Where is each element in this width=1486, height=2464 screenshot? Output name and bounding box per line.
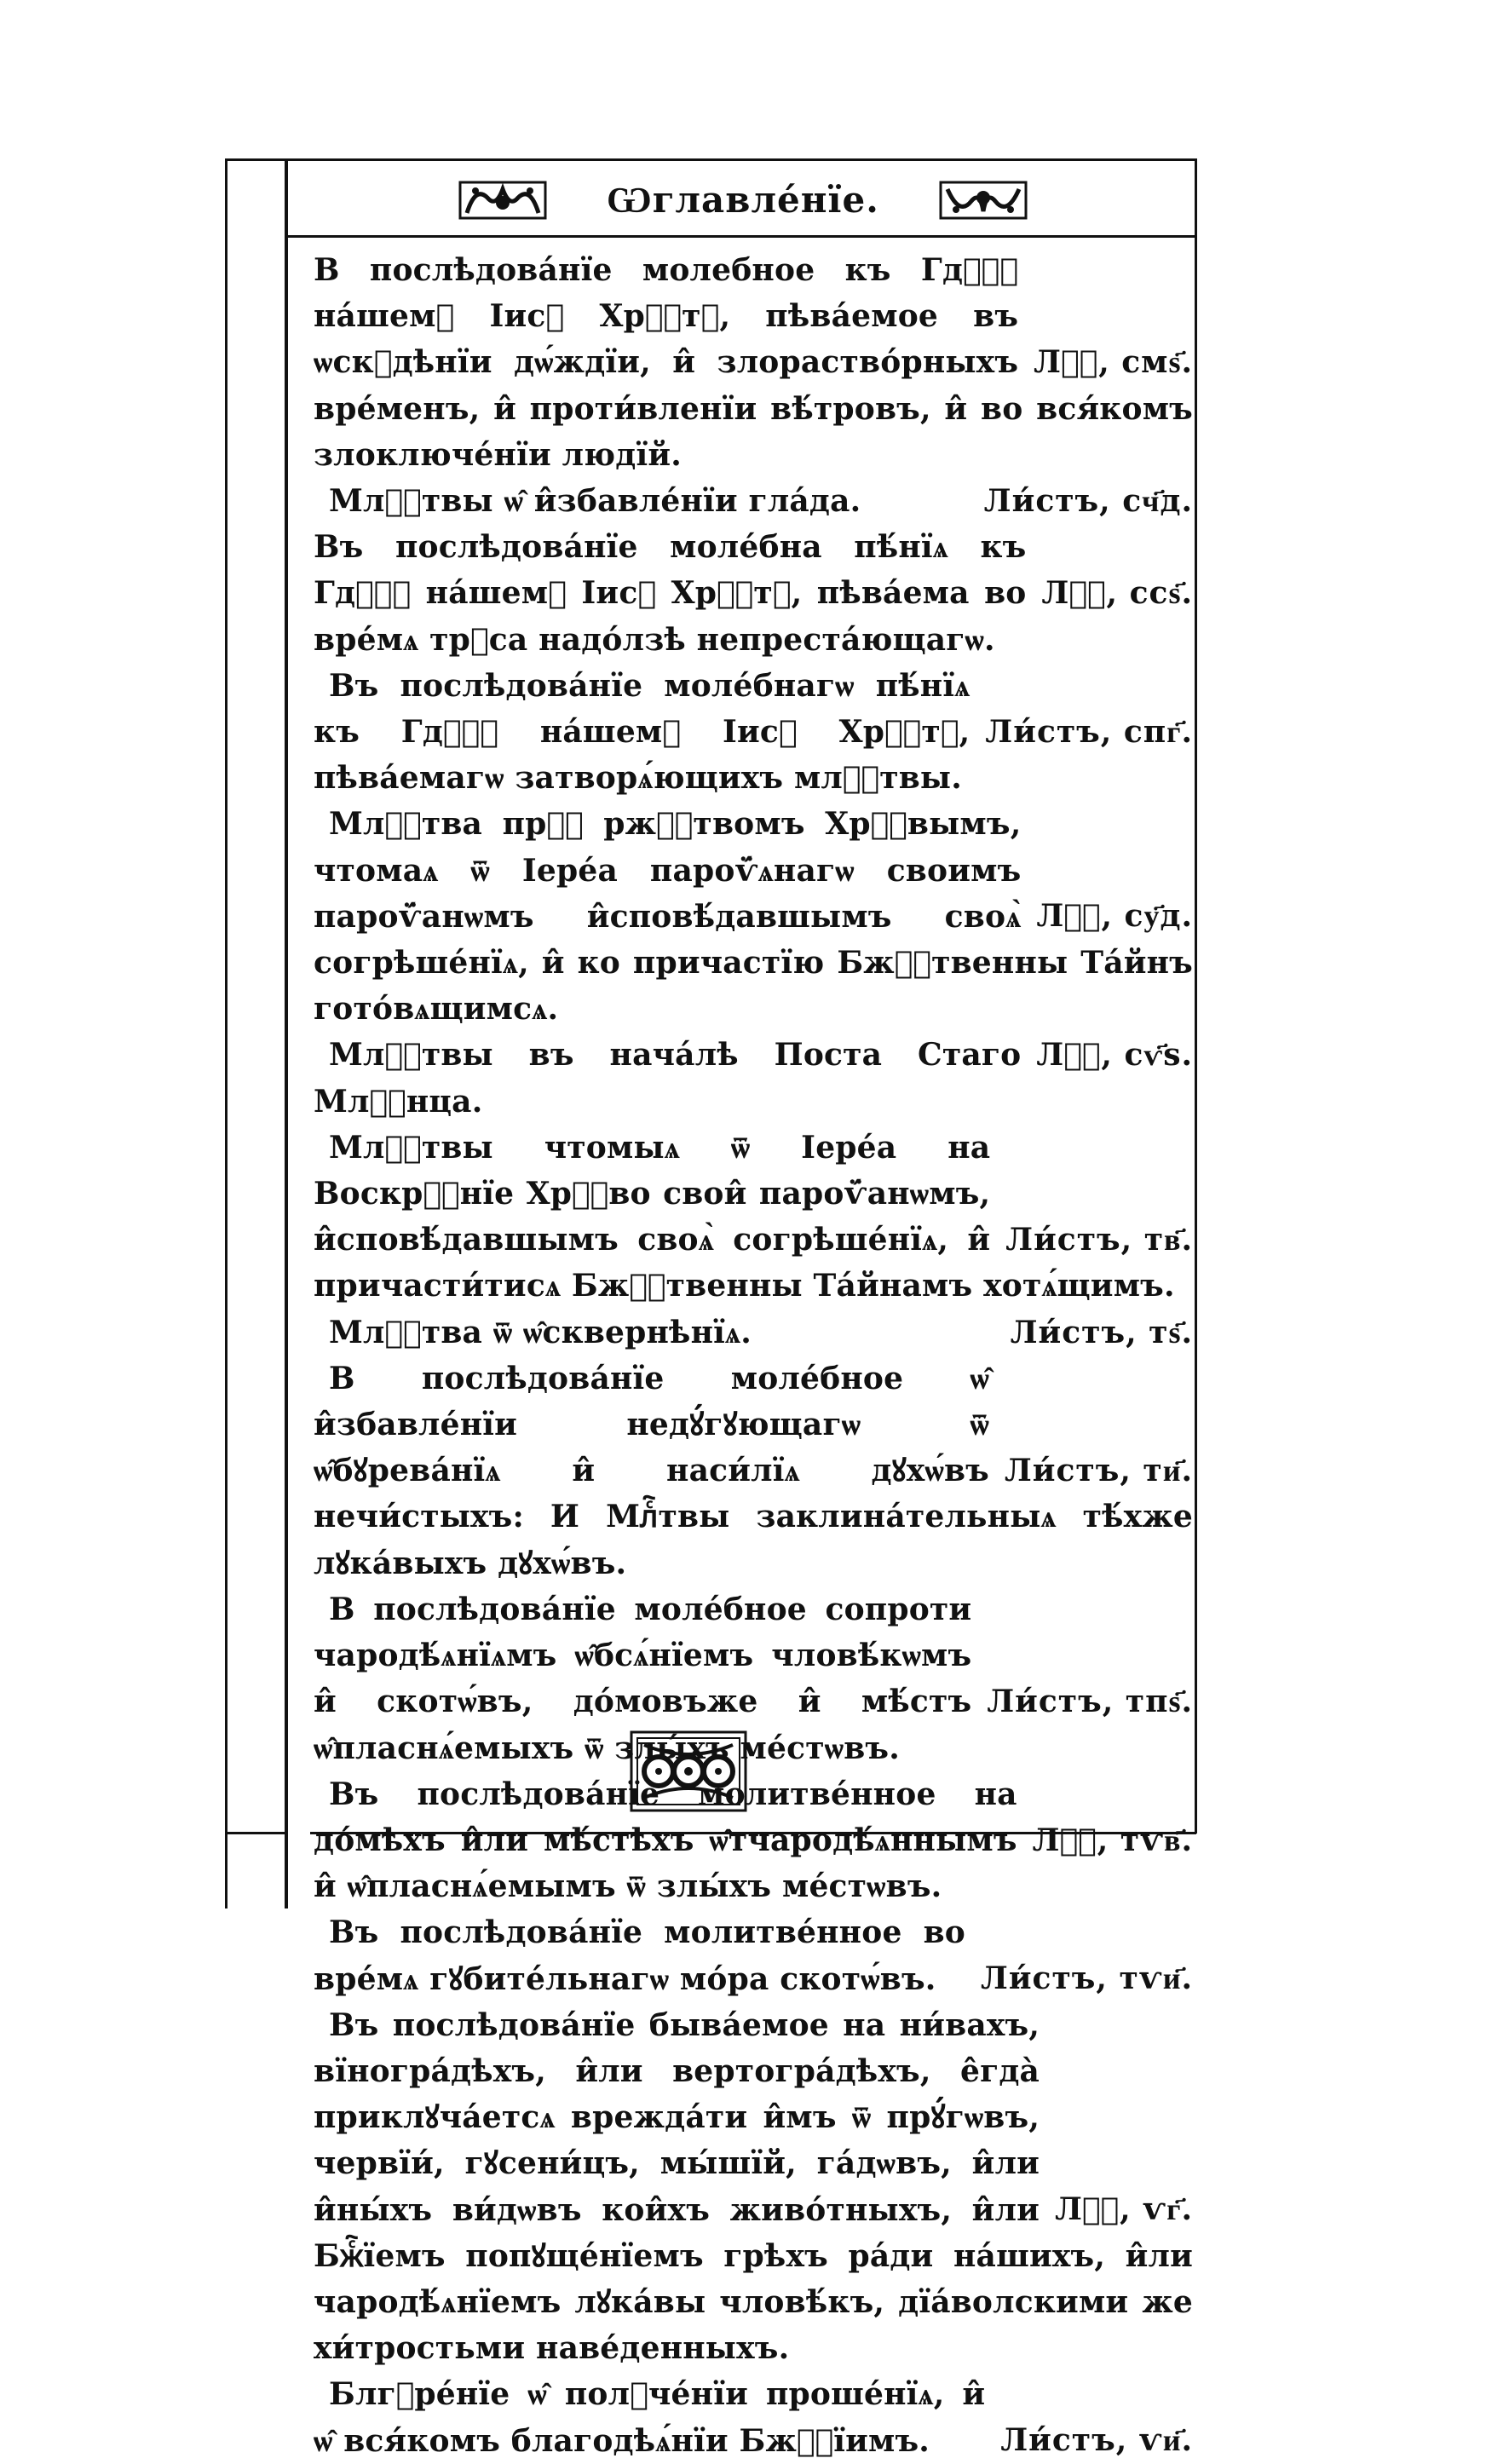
page-header (291, 167, 1195, 233)
toc-entry-text: Млⷭ҇твы въ нача́лѣ Поста Стаго Млⷭ҇нца. (314, 1037, 1022, 1120)
table-of-contents (314, 247, 1193, 2464)
toc-entry[interactable] (314, 663, 1193, 802)
toc-entry[interactable] (314, 247, 1193, 478)
footer-rule-left (225, 1832, 288, 1834)
toc-entry-ref: Лⷭ҇, ѵг҃. (1055, 2191, 1193, 2227)
toc-entry[interactable] (314, 478, 1193, 524)
toc-entry-ref: Ли́стъ, сч҃д. (983, 483, 1193, 520)
toc-entry[interactable] (314, 524, 1193, 663)
frame-outer-left-rule (225, 158, 228, 1908)
toc-entry-text: Въ послѣдова́нїе моле́бнагѡ пѣ́нїѧ къ Гдⷭ҇ꙋ на́шемꙋ Іисꙋ Хрⷭ҇тꙋ, пѣва́емагѡ затворѧ́ющихъ млⷭ҇твы. (314, 667, 971, 797)
toc-entry-text: Въ послѣдова́нїе моле́бна пѣ́нїѧ къ Гдⷭ҇ꙋ на́шемꙋ Іисꙋ Хрⷭ҇тꙋ, пѣва́ема во вре́мѧ трꙋса надо́лзѣ непреста́ющагѡ. (314, 529, 1027, 658)
toc-entry-ref: Лⷭ҇, смѕ҃. (1034, 344, 1193, 380)
toc-entry[interactable] (314, 1771, 1193, 1910)
toc-entry-ref: Лⷭ҇, су҃д. (1036, 898, 1193, 935)
toc-entry-text: Млⷭ҇твы чтомыѧ ѿ Іере́а на Воскрⷭ҇нїе Хрⷭ҇во свои̂ пароѵ̈́анѡмъ, и̂сповѣ́давшымъ своѧ̀ согрѣше́нїѧ, и̂ причасти́тисѧ Бжⷭ҇твенны Та́йнамъ хотѧ́щимъ. (314, 1129, 1175, 1304)
toc-entry[interactable] (314, 1310, 1193, 1356)
toc-entry[interactable] (314, 1909, 1193, 2001)
tailpiece-ornament (629, 1730, 748, 1813)
toc-entry[interactable] (314, 801, 1193, 1032)
toc-entry-ref: Лⷭ҇, ссѕ҃. (1041, 575, 1193, 612)
toc-entry-text: В послѣдова́нїе моле́бное ѡ̂ и̂збавле́нїи недꙋ́гꙋющагѡ ѿ ѡ̂бꙋрева́нїѧ и̂ наси́лїѧ дꙋхѡ́въ нечи́стыхъ: И Млⷭ҇твы заклина́тельныѧ тѣ́хже лꙋка́выхъ дꙋхѡ́въ. (314, 1360, 1193, 1581)
toc-entry[interactable] (314, 2371, 1193, 2463)
toc-entry-ref: Ли́стъ, тѕ҃. (1010, 1314, 1193, 1350)
toc-entry-text: В послѣдова́нїе моле́бное сопроти чародѣ́ѧнїѧмъ ѡ̂бсѧ́нїемъ чловѣ́кѡмъ и̂ скотѡ́въ, до́мовъже и̂ мѣ́стъ ѡ̂пласнѧ́емыхъ ѿ злы́хъ ме́стѡвъ. (314, 1591, 972, 1766)
frame-right-rule (1195, 158, 1197, 1834)
toc-entry-text: Блгⷣре́нїе ѡ̂ полꙋче́нїи проше́нїѧ, и̂ ѡ̂ вся́комъ благодѣѧ́нїи Бжⷭ҇їимъ. (314, 2376, 986, 2459)
toc-entry-ref: Ли́стъ, спг҃. (985, 713, 1193, 750)
toc-entry[interactable] (314, 1356, 1193, 1586)
headpiece-ornament-right (939, 179, 1028, 222)
toc-entry-ref: Лⷭ҇, сѵ҃ѕ. (1036, 1037, 1193, 1074)
toc-entry-ref: Лⷭ҇, тѵв҃. (1032, 1822, 1193, 1858)
toc-entry-text: Въ послѣдова́нїе молитве́нное во вре́мѧ гꙋбите́льнагѡ мо́ра скотѡ́въ. (314, 1914, 966, 1997)
frame-top-rule (225, 158, 1197, 161)
toc-entry[interactable] (314, 1032, 1193, 1124)
frame-inner-left-rule (285, 158, 288, 1908)
toc-entry-ref: Ли́стъ, тѵи҃. (981, 1960, 1193, 1997)
toc-entry-text: Млⷭ҇тва ѿ ѡ̂сквернѣнїѧ. (329, 1314, 752, 1350)
toc-entry-ref: Ли́стъ, ти҃. (1004, 1452, 1193, 1488)
header-bottom-rule (285, 235, 1197, 238)
toc-entry-ref: Ли́стъ, тв҃. (1005, 1221, 1193, 1258)
toc-entry-text: Млⷭ҇твы ѡ̂ и̂збавле́нїи гла́да. (329, 483, 861, 520)
toc-entry-text: Млⷭ҇тва прⷭ҇ ржⷭ҇твомъ Хрⷭ҇вымъ, чтомаѧ ѿ Іере́а пароѵ̈́ѧнагѡ своимъ пароѵ̈́анѡмъ и̂сповѣ́давшымъ своѧ̀ согрѣше́нїѧ, и̂ ко причастїю Бжⷭ҇твенны Та́йнъ гото́вѧщимсѧ. (314, 806, 1193, 1028)
page-title: Ѡглавле́нїе. (607, 179, 879, 221)
toc-entry-ref: Ли́стъ, тпѕ҃. (987, 1683, 1193, 1719)
toc-entry-text: Въ послѣдова́нїе молитве́нное на до́мѣхъ и̂ли мѣ́стѣхъ ѡ̂тчародѣ́ѧннымъ и̂ ѡ̂пласнѧ́емымъ ѿ злы́хъ ме́стѡвъ. (314, 1776, 1017, 1905)
toc-entry-text: В послѣдова́нїе молебное къ Гдⷭ҇ꙋ на́шемꙋ Іисꙋ Хрⷭ҇тꙋ, пѣва́емое въ ѡскꙋдѣнїи дѡ́ждїи, и̂ злораство́рныхъ вре́менъ, и̂ проти́вленїи вѣ́тровъ, и̂ во вся́комъ злоключе́нїи людїй. (314, 252, 1193, 473)
toc-entry-text: Въ послѣдова́нїе быва́емое на ни́вахъ, вїногра́дѣхъ, и̂ли вертогра́дѣхъ, е̂гда̀ приклꙋча́етсѧ врежда́ти и̂мъ ѿ прꙋ́гѡвъ, червїи́, гꙋсени́цъ, мы́шїй, га́дѡвъ, и̂ли и̂ны́хъ ви́дѡвъ кои̂хъ живо́тныхъ, и̂ли Бжⷭ҇їемъ попꙋще́нїемъ грѣхъ ра́ди на́шихъ, и̂ли чародѣ́ѧнїемъ лꙋка́вы чловѣ́къ, дїа́волскими же хи́тростьми наве́денныхъ. (314, 2006, 1193, 2367)
toc-entry[interactable] (314, 2002, 1193, 2372)
toc-entry[interactable] (314, 1586, 1193, 1771)
toc-entry-ref: Ли́стъ, ѵи҃. (1000, 2422, 1193, 2459)
toc-entry[interactable] (314, 1125, 1193, 1310)
headpiece-ornament-left (458, 179, 547, 222)
